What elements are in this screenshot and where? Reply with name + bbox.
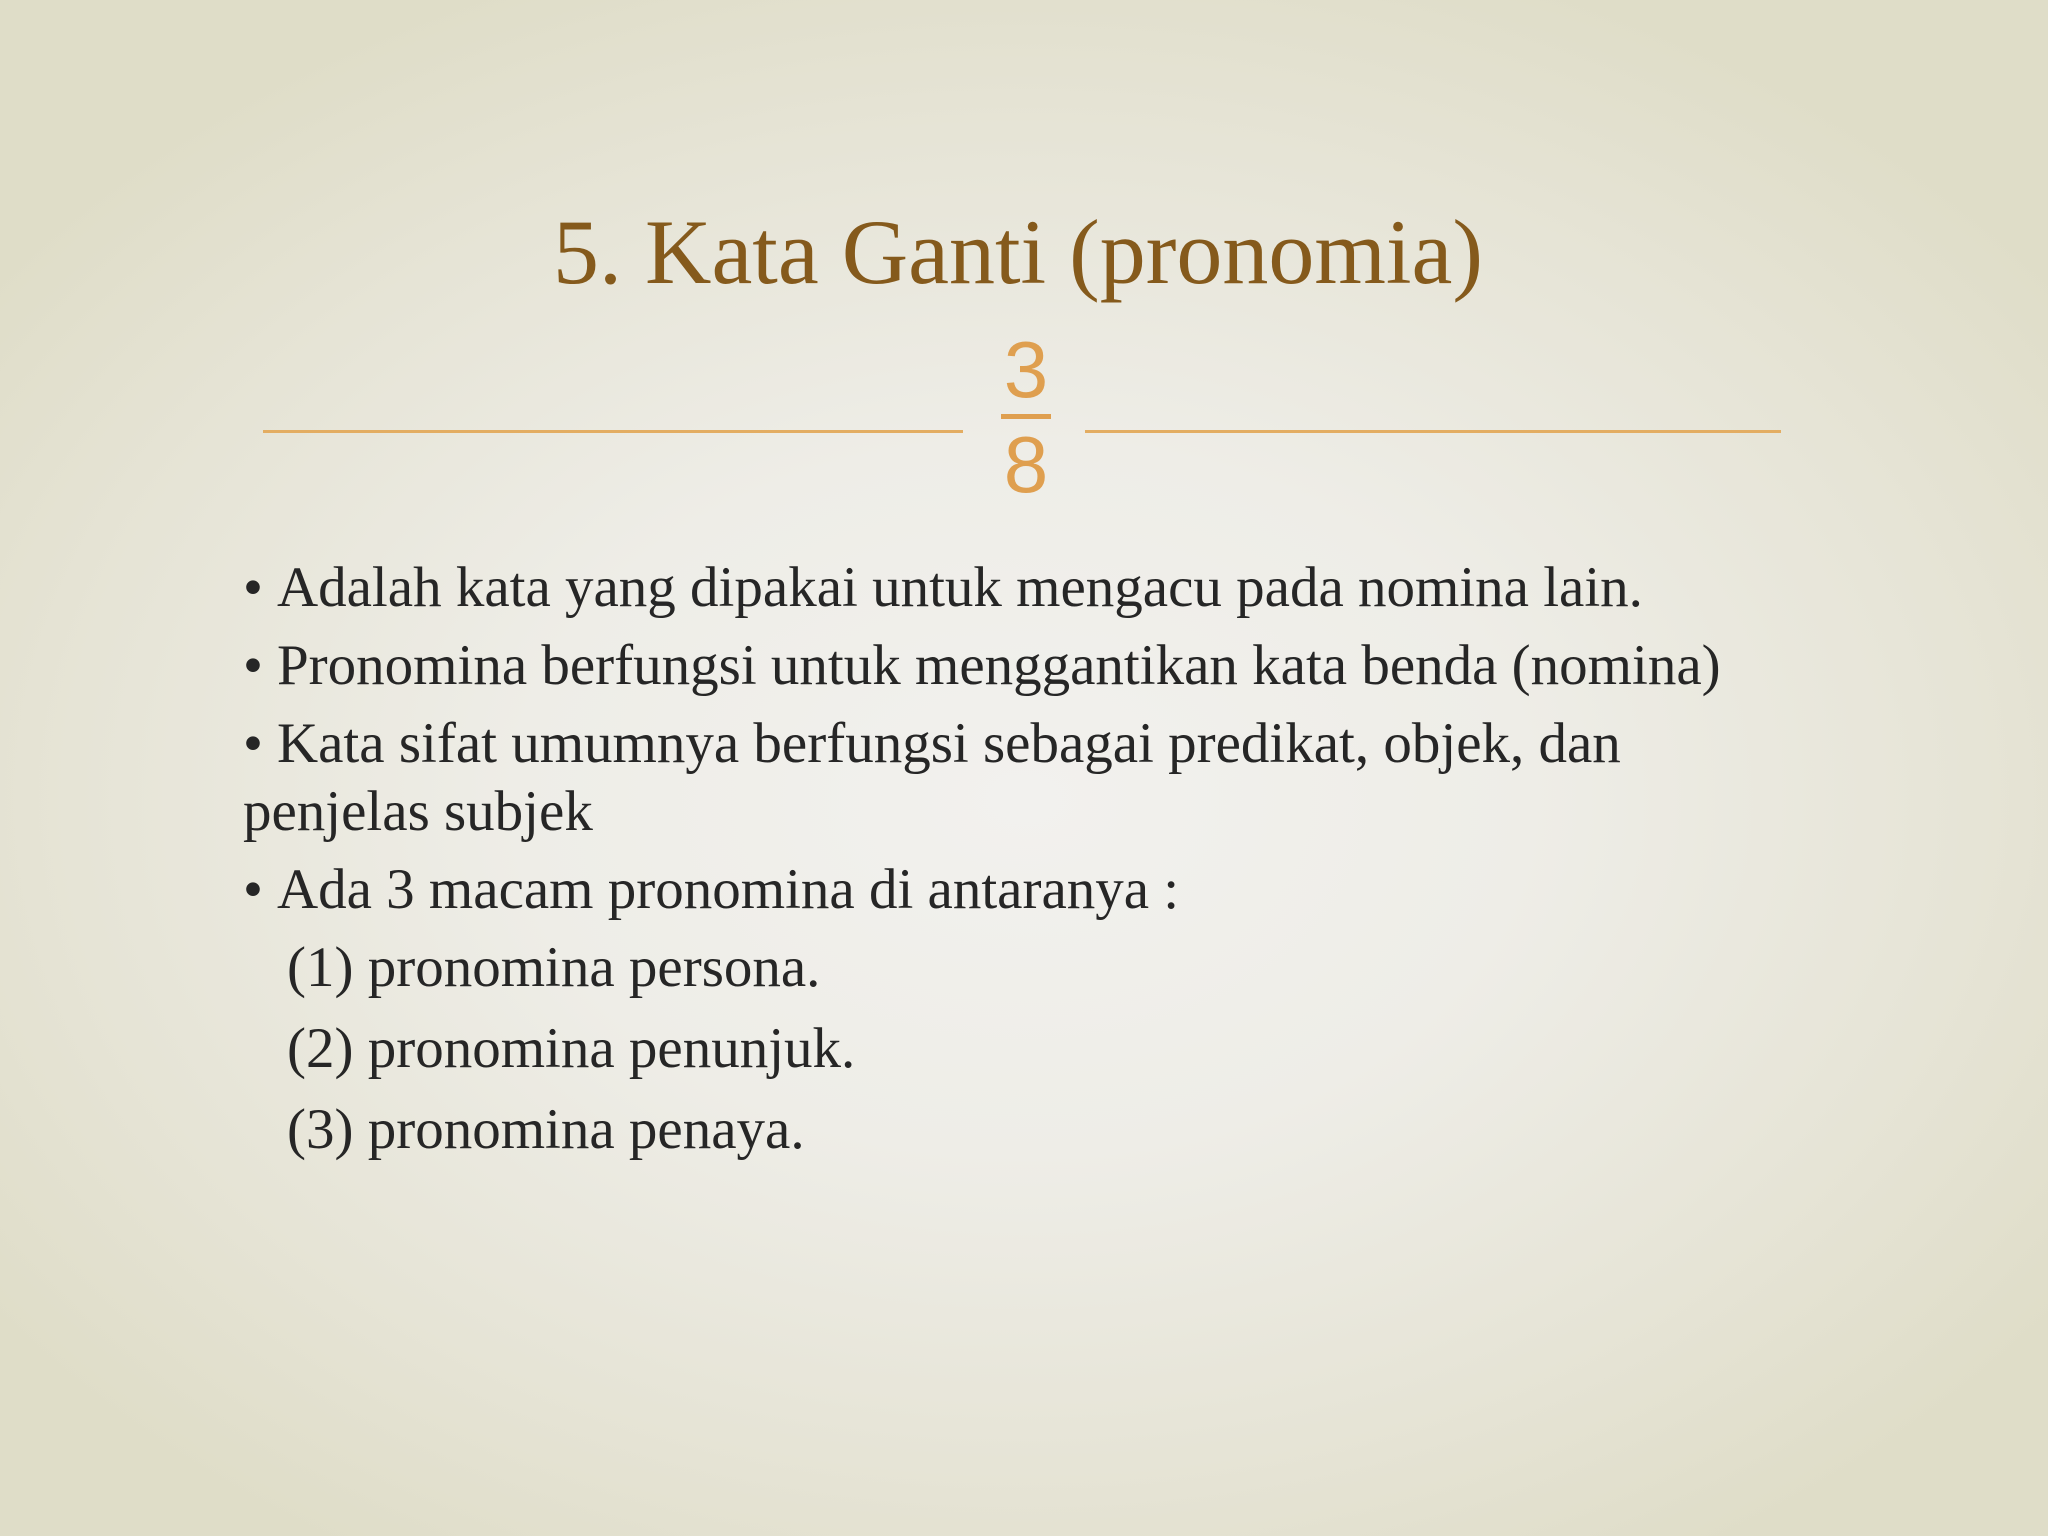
page-number-numerator: 3 [1003,325,1049,414]
bullet-item [243,710,1803,846]
bullet-item [243,554,1963,622]
title-divider-right [1085,430,1781,433]
slide-body [243,554,1963,1177]
bullet-marker: • [243,556,263,619]
sub-list-item: (3) pronomina penaya. [287,1098,805,1161]
sub-list-item: (1) pronomina persona. [287,936,821,999]
bullet-marker: • [243,712,263,775]
bullet-text: Pronomina berfungsi untuk menggantikan kata benda (nomina) [276,634,1721,697]
bullet-text: Adalah kata yang dipakai untuk mengacu pada nomina lain. [276,556,1643,619]
bullet-item [243,632,1963,700]
sub-list-item: (2) pronomina penunjuk. [287,1017,856,1080]
slide-page-number [990,325,1062,509]
bullet-text: Ada 3 macam pronomina di antaranya : [276,858,1180,921]
bullet-marker: • [243,634,263,697]
bullet-text: Kata sifat umumnya berfungsi sebagai predikat, objek, dan penjelas subjek [243,712,1621,843]
title-divider-left [263,430,963,433]
bullet-marker: • [243,858,263,921]
page-number-denominator: 8 [1003,420,1049,509]
slide-title [0,192,2048,312]
slide-title-text: 5. Kata Ganti (pronomia) [553,201,1483,303]
page-number-fraction-bar [1001,414,1051,419]
bullet-item [243,856,1963,924]
